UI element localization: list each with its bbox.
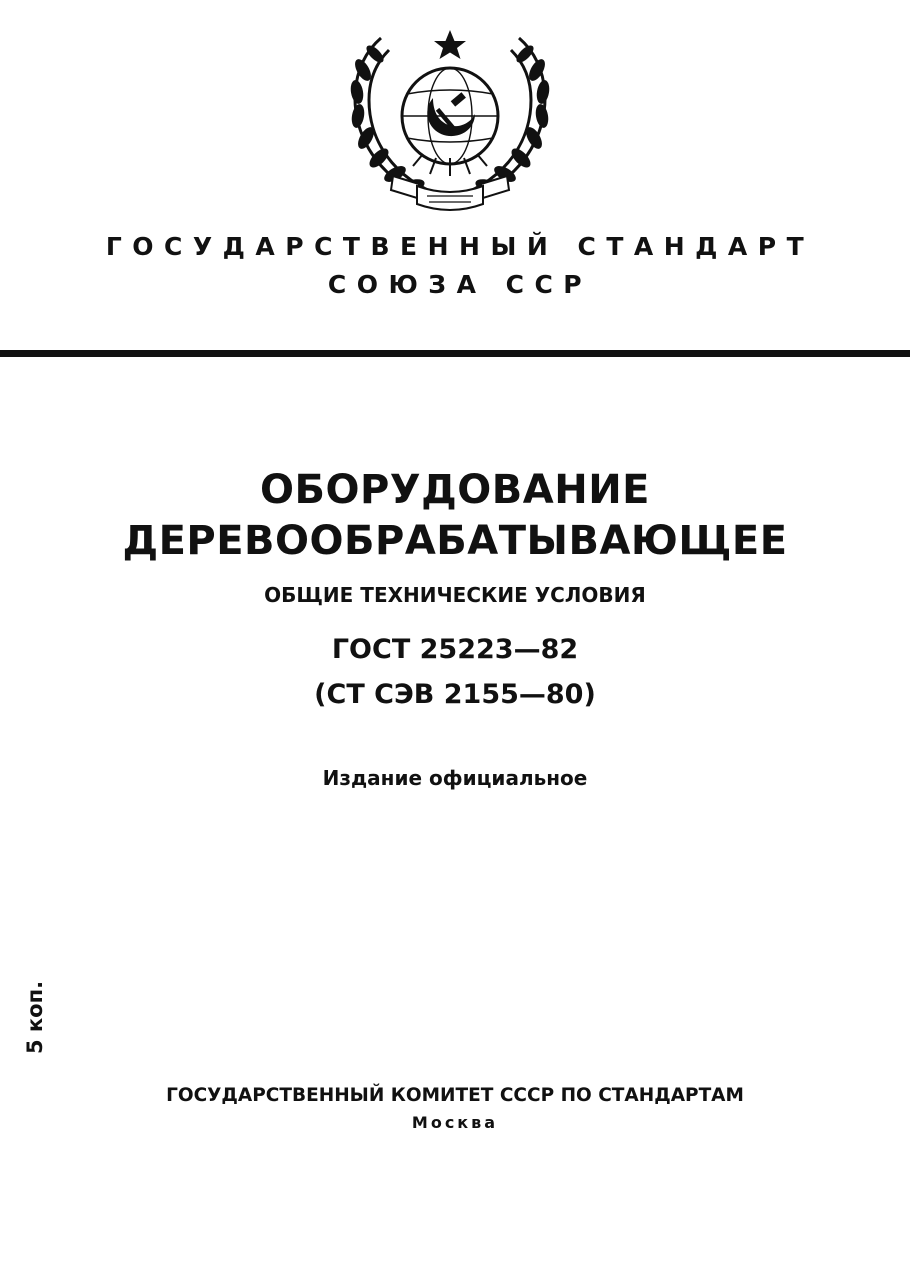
header-subtitle: СОЮЗА ССР <box>327 270 593 299</box>
document-title-line2: ДЕРЕВООБРАБАТЫВАЮЩЕЕ <box>122 518 788 564</box>
document-subtitle: ОБЩИЕ ТЕХНИЧЕСКИЕ УСЛОВИЯ <box>264 583 646 607</box>
sev-standard-number: (СТ СЭВ 2155—80) <box>314 679 596 710</box>
header-title: ГОСУДАРСТВЕННЫЙ СТАНДАРТ <box>105 232 815 261</box>
standard-number: ГОСТ 25223—82 <box>331 634 579 665</box>
document-title-line1: ОБОРУДОВАНИЕ <box>259 467 650 513</box>
price-label: 5 коп. <box>23 980 47 1054</box>
publisher-city: Москва <box>411 1113 499 1132</box>
edition-label: Издание официальное <box>322 766 588 790</box>
ussr-coat-of-arms-icon <box>333 8 567 220</box>
star-icon <box>434 30 466 59</box>
publisher-name: ГОСУДАРСТВЕННЫЙ КОМИТЕТ СССР ПО СТАНДАРТАМ <box>166 1085 744 1106</box>
horizontal-rule <box>0 350 910 357</box>
